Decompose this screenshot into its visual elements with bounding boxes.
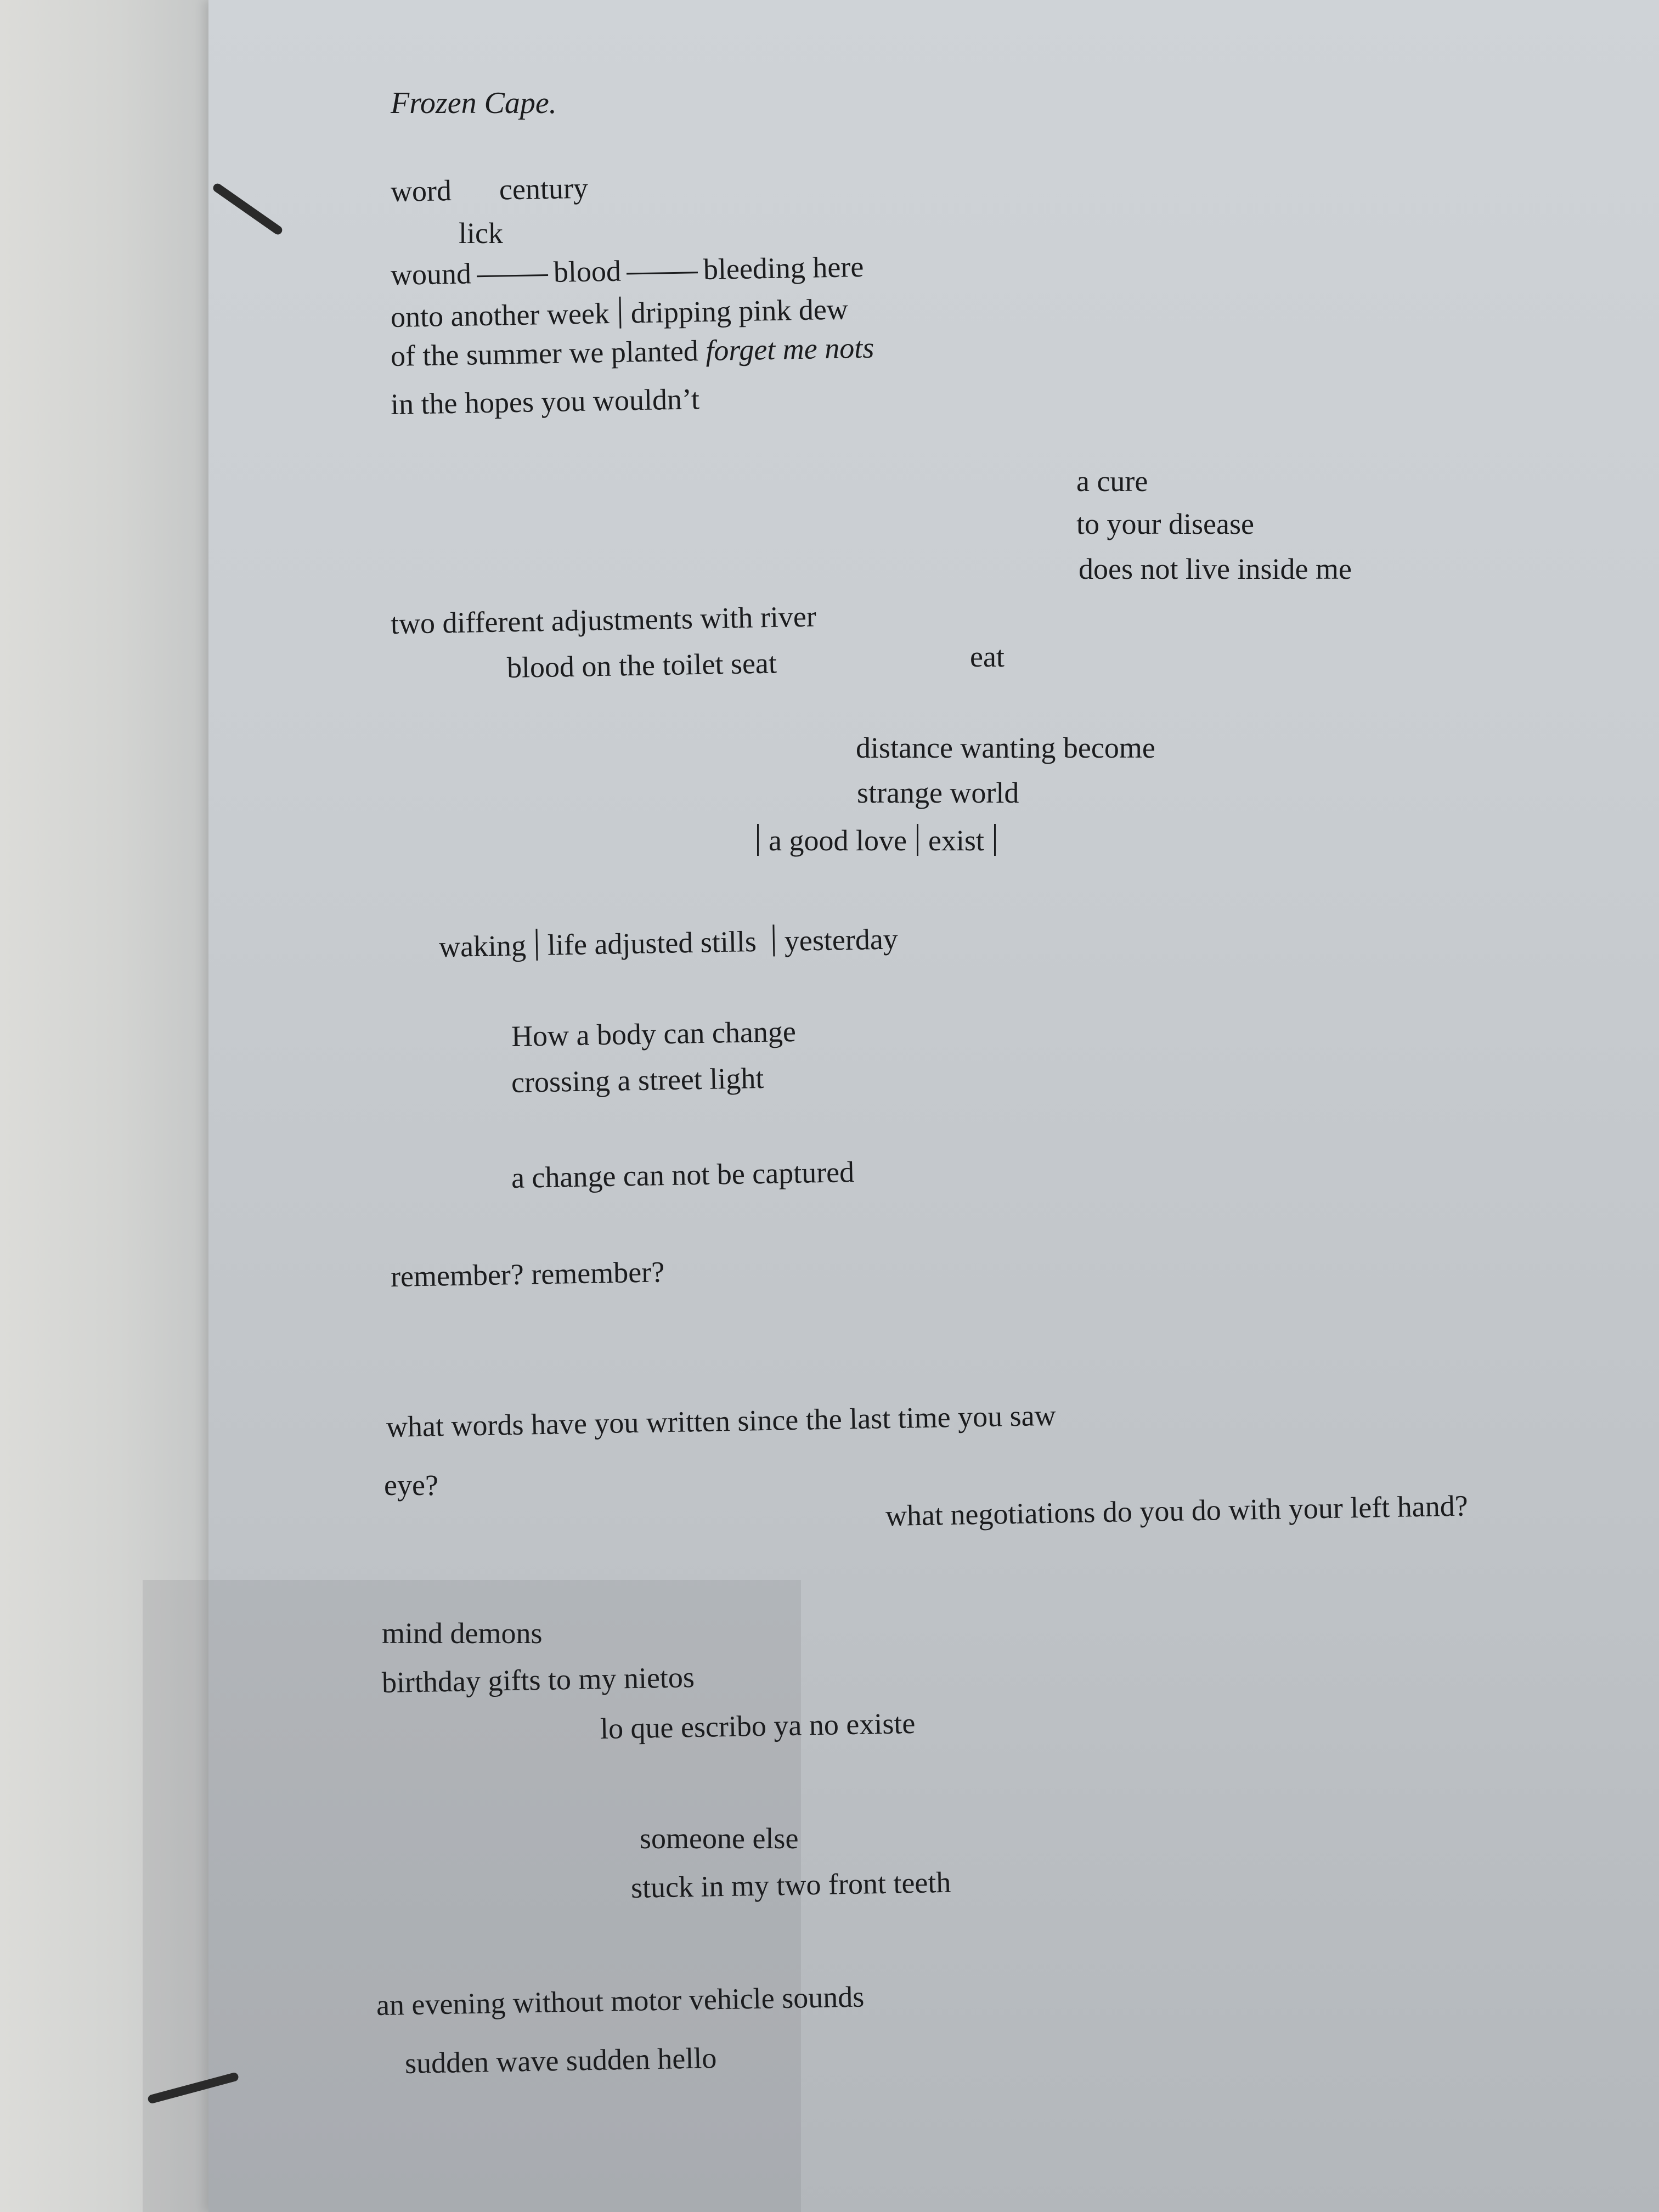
poem-word: century: [499, 171, 589, 206]
poem-line: distance wanting become: [856, 731, 1155, 764]
poem-line: a cure: [1076, 465, 1148, 498]
poem-line: two different adjustments with river: [390, 600, 817, 640]
vertical-bar: [772, 924, 775, 956]
poem-word: of the summer we planted: [390, 334, 699, 373]
poem-line: crossing a street light: [511, 1061, 764, 1099]
poem-word: a good love: [769, 824, 907, 857]
poem-line: [757, 824, 1006, 856]
vertical-bar: [619, 297, 621, 329]
poem-word: life adjusted stills: [547, 924, 757, 962]
vertical-bar: [994, 824, 996, 856]
vertical-bar: [917, 824, 918, 856]
poem-line: mind demons: [382, 1617, 543, 1650]
poem-line: to your disease: [1076, 507, 1254, 540]
vertical-bar: [757, 824, 759, 856]
poem-line: in the hopes you wouldn’t: [390, 382, 700, 421]
dash-rule: [477, 274, 548, 277]
poem-word: wound: [390, 257, 472, 291]
poem-line: How a body can change: [511, 1014, 797, 1053]
poem-title: Frozen Cape.: [391, 86, 557, 120]
poem-line: blood on the toilet seat: [506, 646, 777, 684]
poem-line: a change can not be captured: [511, 1155, 855, 1194]
poem-line: someone else: [640, 1822, 799, 1855]
poem-line: sudden wave sudden hello: [404, 2041, 717, 2080]
poem-line: what words have you written since the last time you saw: [386, 1398, 1057, 1443]
poem-line: strange world: [857, 776, 1019, 809]
poem-word: onto another week: [390, 297, 610, 334]
poem-word: bleeding here: [703, 250, 864, 286]
poem-line: remember? remember?: [390, 1255, 665, 1293]
poem-line: [391, 173, 589, 206]
poem-word: yesterday: [784, 922, 899, 958]
poem-line: stuck in my two front teeth: [630, 1865, 951, 1904]
poem-line: what negotiations do you do with your left hand?: [885, 1489, 1469, 1532]
poem-line: an evening without motor vehicle sounds: [376, 1980, 865, 2022]
poem-word: exist: [928, 824, 984, 857]
poem-line: eat: [970, 640, 1005, 673]
poem-line: [391, 333, 874, 371]
poem-line: lo que escribo ya no existe: [600, 1706, 916, 1745]
poem-word: blood: [553, 254, 622, 289]
poem-line: lick: [459, 217, 503, 250]
poem-word: dripping pink dew: [630, 292, 849, 330]
poem-word: word: [390, 174, 452, 208]
poem-word: waking: [438, 929, 527, 963]
dash-rule: [627, 272, 698, 274]
poem-line: eye?: [384, 1469, 438, 1502]
poem-line: [391, 252, 864, 290]
poem-line: birthday gifts to my nietos: [381, 1661, 695, 1699]
vertical-bar: [535, 929, 538, 961]
poem-word-italic: forget me nots: [705, 331, 874, 367]
poem-line: does not live inside me: [1079, 552, 1352, 585]
